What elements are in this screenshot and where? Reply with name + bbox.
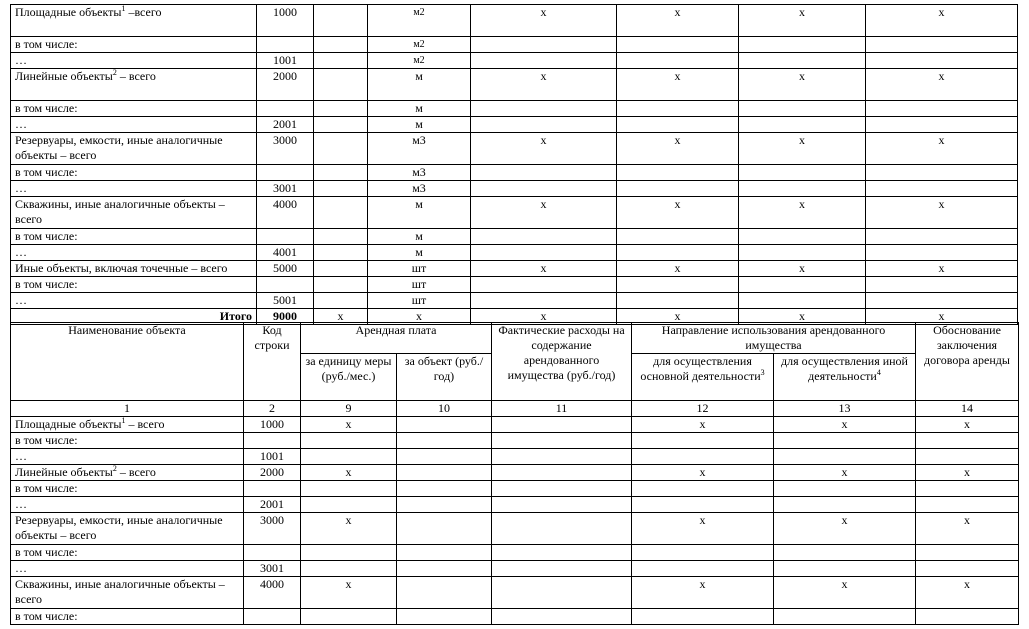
table-row [11,561,1019,577]
table-row [11,465,1019,481]
row-col9: x [301,465,397,481]
row-code: 3001 [244,561,301,577]
row-col14: x [916,417,1019,433]
row-col9 [301,449,397,465]
table-row [11,245,1018,261]
row-name: … [11,497,244,513]
row-col5 [471,277,617,293]
row-col11 [492,609,632,625]
row-col5: x [471,261,617,277]
row-col5: x [471,197,617,229]
row-col6 [617,245,739,261]
row-code: 4001 [257,245,314,261]
row-col11 [492,577,632,609]
row-unit: м [368,117,471,133]
row-col8: x [866,197,1018,229]
row-col14 [916,609,1019,625]
row-col7 [739,245,866,261]
row-col11 [492,417,632,433]
row-col11 [492,545,632,561]
row-col11 [492,513,632,545]
row-code: 3001 [257,181,314,197]
row-code [244,481,301,497]
row-col12 [632,433,774,449]
row-col3 [314,37,368,53]
row-col9 [301,481,397,497]
total-code: 9000 [257,309,314,325]
table-objects-part1 [10,4,1018,325]
table-row [11,449,1019,465]
row-col9: x [301,417,397,433]
row-col11 [492,561,632,577]
row-col3 [314,101,368,117]
row-code [257,37,314,53]
row-col11 [492,497,632,513]
row-col8 [866,53,1018,69]
row-name: Иные объекты, включая точечные – всего [11,261,257,277]
table-row [11,417,1019,433]
row-code: 2001 [257,117,314,133]
row-col13: x [774,513,916,545]
row-unit: м [368,101,471,117]
table-row [11,293,1018,309]
row-col11 [492,481,632,497]
row-col7: x [739,5,866,37]
row-name: в том числе: [11,609,244,625]
row-col12 [632,449,774,465]
table-row [11,117,1018,133]
row-col7: x [739,197,866,229]
table-row [11,577,1019,609]
row-unit: м2 [368,5,471,37]
row-col7 [739,293,866,309]
row-name: … [11,53,257,69]
row-code: 1001 [244,449,301,465]
row-col12: x [632,577,774,609]
header-expenses: Фактические расходы на содержание арендованного имущества (руб./год) [492,323,632,401]
column-number: 13 [774,401,916,417]
header-name: Наименование объекта [11,323,244,401]
table-row [11,197,1018,229]
row-col5: x [471,133,617,165]
row-code [257,101,314,117]
row-col12 [632,545,774,561]
row-col14: x [916,465,1019,481]
row-col8 [866,181,1018,197]
row-col12 [632,481,774,497]
row-col5 [471,117,617,133]
row-col13: x [774,465,916,481]
row-col8 [866,277,1018,293]
row-col8 [866,293,1018,309]
row-col9: x [301,577,397,609]
row-col13 [774,545,916,561]
table-row [11,37,1018,53]
row-name: в том числе: [11,37,257,53]
total-col3: x [314,309,368,325]
row-code [257,229,314,245]
row-code [244,609,301,625]
row-name: … [11,449,244,465]
total-label: Итого [11,309,257,325]
row-col14: x [916,577,1019,609]
row-col5: x [471,69,617,101]
row-col13 [774,481,916,497]
row-name: Резервуары, емкости, иные аналогичные объекты – всего [11,133,257,165]
row-code: 2001 [244,497,301,513]
row-col5 [471,293,617,309]
row-name: в том числе: [11,101,257,117]
row-col12: x [632,513,774,545]
table-row [11,513,1019,545]
header-rent: Арендная плата [301,323,492,354]
row-col9 [301,561,397,577]
row-col5: x [471,5,617,37]
total-col6: x [617,309,739,325]
row-col3 [314,261,368,277]
row-col6: x [617,261,739,277]
column-number: 2 [244,401,301,417]
row-unit: м [368,245,471,261]
row-col6: x [617,5,739,37]
row-col11 [492,465,632,481]
row-name: Резервуары, емкости, иные аналогичные объекты – всего [11,513,244,545]
row-col3 [314,229,368,245]
row-code [257,277,314,293]
row-col8 [866,245,1018,261]
row-col14: x [916,513,1019,545]
row-unit: шт [368,277,471,293]
row-col12 [632,609,774,625]
row-col3 [314,197,368,229]
header-rent-object: за объект (руб./год) [397,354,492,401]
row-name: в том числе: [11,545,244,561]
table-row [11,165,1018,181]
row-unit: м3 [368,181,471,197]
row-name: Площадные объекты$^1$ –всего [11,5,257,37]
row-col5 [471,245,617,261]
row-code: 3000 [244,513,301,545]
table-row [11,5,1018,37]
row-code [244,433,301,449]
table-row [11,53,1018,69]
row-col10 [397,577,492,609]
row-unit: м [368,229,471,245]
row-name: Скважины, иные аналогичные объекты – всего [11,197,257,229]
row-col5 [471,101,617,117]
row-name: в том числе: [11,481,244,497]
table-objects-part2 [10,322,1019,625]
row-col3 [314,5,368,37]
table-row [11,261,1018,277]
row-col6: x [617,69,739,101]
table-row [11,277,1018,293]
row-col3 [314,293,368,309]
row-col5 [471,37,617,53]
table-row [11,229,1018,245]
row-col6 [617,53,739,69]
row-col13 [774,609,916,625]
table-row [11,497,1019,513]
row-name: в том числе: [11,229,257,245]
row-code: 3000 [257,133,314,165]
row-col7 [739,37,866,53]
row-name: в том числе: [11,277,257,293]
row-name: … [11,561,244,577]
row-col8: x [866,69,1018,101]
row-col10 [397,465,492,481]
row-code: 4000 [257,197,314,229]
row-col13: x [774,417,916,433]
row-col14 [916,481,1019,497]
row-col10 [397,481,492,497]
row-code: 1000 [257,5,314,37]
row-col10 [397,513,492,545]
row-name: Линейные объекты$^2$ – всего [11,465,244,481]
row-name: … [11,293,257,309]
row-code: 1001 [257,53,314,69]
row-col3 [314,53,368,69]
row-col9 [301,433,397,449]
table-row [11,545,1019,561]
row-col9: x [301,513,397,545]
row-name: Линейные объекты$^2$ – всего [11,69,257,101]
row-col10 [397,561,492,577]
row-col8 [866,229,1018,245]
row-col3 [314,181,368,197]
total-col5: x [471,309,617,325]
row-unit: м2 [368,37,471,53]
row-col7: x [739,133,866,165]
column-number: 10 [397,401,492,417]
row-col8: x [866,133,1018,165]
header-rent-unit: за единицу меры (руб./мес.) [301,354,397,401]
row-name: Площадные объекты$^1$ – всего [11,417,244,433]
table-row [11,433,1019,449]
table-row [11,133,1018,165]
total-col7: x [739,309,866,325]
row-col8: x [866,5,1018,37]
row-code [244,545,301,561]
total-col8: x [866,309,1018,325]
row-col8: x [866,261,1018,277]
row-col6 [617,37,739,53]
row-col6 [617,181,739,197]
row-col7 [739,165,866,181]
row-col5 [471,229,617,245]
row-unit: шт [368,261,471,277]
row-col6 [617,117,739,133]
row-col8 [866,101,1018,117]
row-code: 2000 [244,465,301,481]
row-col7: x [739,261,866,277]
row-col12 [632,561,774,577]
row-unit: м2 [368,53,471,69]
row-col6 [617,293,739,309]
table-row [11,101,1018,117]
row-col7: x [739,69,866,101]
row-col10 [397,609,492,625]
row-col12: x [632,465,774,481]
row-col10 [397,449,492,465]
column-number: 14 [916,401,1019,417]
row-col10 [397,545,492,561]
row-col3 [314,117,368,133]
row-col7 [739,117,866,133]
row-col14 [916,561,1019,577]
row-name: Скважины, иные аналогичные объекты – всего [11,577,244,609]
row-col13 [774,561,916,577]
row-unit: шт [368,293,471,309]
row-col14 [916,497,1019,513]
row-col3 [314,69,368,101]
row-unit: м [368,197,471,229]
table-row [11,181,1018,197]
table-row [11,69,1018,101]
row-col14 [916,433,1019,449]
row-col6 [617,165,739,181]
row-col5 [471,53,617,69]
row-name: в том числе: [11,165,257,181]
row-col7 [739,229,866,245]
header-code: Код строки [244,323,301,401]
row-code: 5000 [257,261,314,277]
row-col8 [866,37,1018,53]
row-col3 [314,245,368,261]
header-dir-other: для осуществления иной деятельности$^4$ [774,354,916,401]
row-col3 [314,133,368,165]
table-row [11,481,1019,497]
row-name: … [11,117,257,133]
column-number: 11 [492,401,632,417]
row-col6 [617,277,739,293]
row-code: 2000 [257,69,314,101]
header-basis: Обоснование заключения договора аренды [916,323,1019,401]
row-col13 [774,497,916,513]
row-col7 [739,53,866,69]
row-col8 [866,117,1018,133]
row-col12: x [632,417,774,433]
row-col5 [471,165,617,181]
header-direction: Направление использования арендованного имущества [632,323,916,354]
row-code: 5001 [257,293,314,309]
column-number: 1 [11,401,244,417]
row-col6: x [617,133,739,165]
row-code [257,165,314,181]
row-unit: м3 [368,133,471,165]
table-row [11,609,1019,625]
row-unit: м3 [368,165,471,181]
row-col10 [397,433,492,449]
row-col14 [916,545,1019,561]
row-col7 [739,277,866,293]
row-col13 [774,433,916,449]
total-unit: x [368,309,471,325]
row-col3 [314,277,368,293]
row-col10 [397,497,492,513]
row-col3 [314,165,368,181]
row-code: 4000 [244,577,301,609]
row-name: … [11,181,257,197]
row-col14 [916,449,1019,465]
row-col13: x [774,577,916,609]
row-col7 [739,101,866,117]
row-col11 [492,449,632,465]
row-col9 [301,497,397,513]
row-col6 [617,229,739,245]
row-col6 [617,101,739,117]
row-unit: м [368,69,471,101]
row-name: … [11,245,257,261]
row-col11 [492,433,632,449]
row-col12 [632,497,774,513]
column-number: 9 [301,401,397,417]
header-dir-main: для осуществления основной деятельности$^3$ [632,354,774,401]
row-col9 [301,545,397,561]
row-col8 [866,165,1018,181]
row-col5 [471,181,617,197]
row-col13 [774,449,916,465]
row-col6: x [617,197,739,229]
row-col10 [397,417,492,433]
row-col7 [739,181,866,197]
row-col9 [301,609,397,625]
column-number: 12 [632,401,774,417]
row-code: 1000 [244,417,301,433]
row-name: в том числе: [11,433,244,449]
